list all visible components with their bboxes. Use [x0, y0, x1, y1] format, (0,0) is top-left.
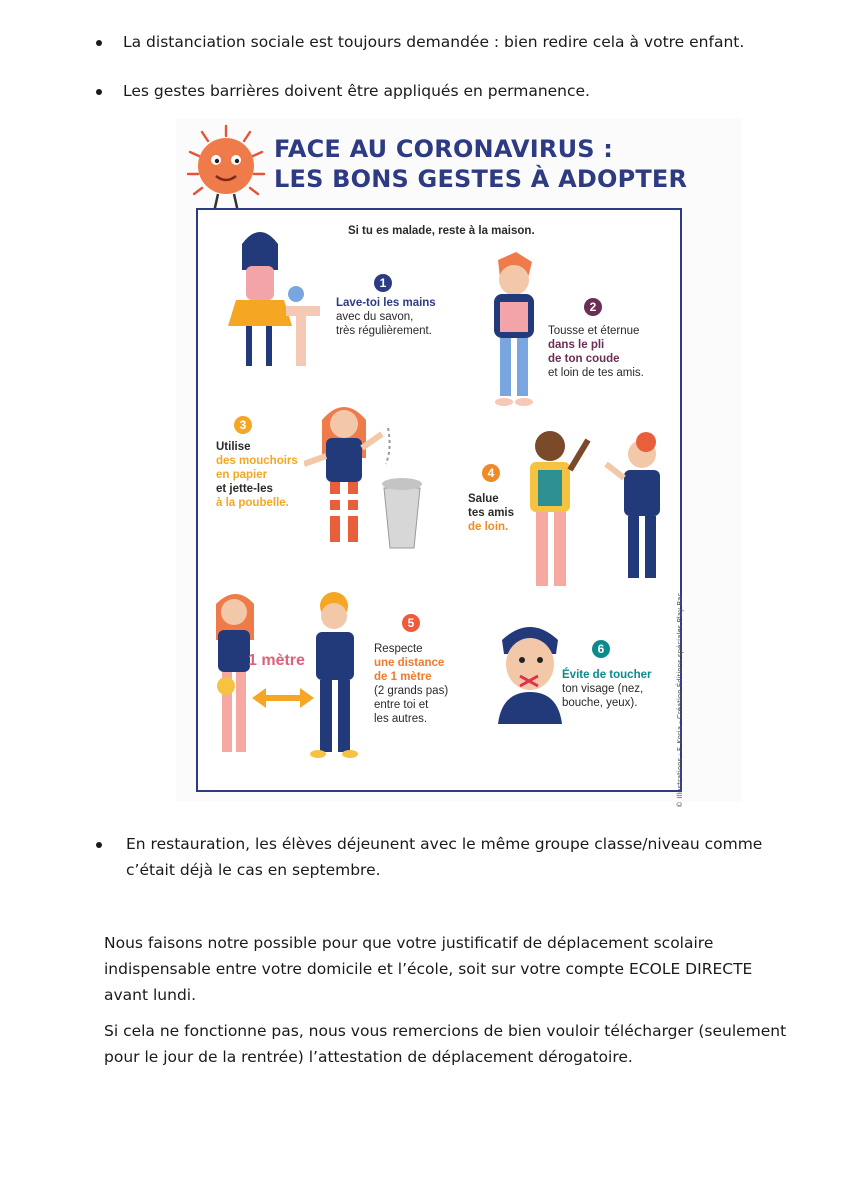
step-2-line: et loin de tes amis.	[548, 367, 644, 379]
paragraph-line: Nous faisons notre possible pour que votre justificatif de déplacement scolaire	[104, 934, 714, 952]
step-2-number: 2	[584, 298, 602, 316]
step-1-number: 1	[374, 274, 392, 292]
step-4-line: Salue	[468, 493, 499, 505]
step-2-line: dans le pli	[548, 339, 605, 351]
paragraph-line: Si cela ne fonctionne pas, nous vous remercions de bien vouloir télécharger (seulement	[104, 1022, 787, 1040]
paragraph-line: avant lundi.	[104, 986, 197, 1004]
poster-intro: Si tu es malade, reste à la maison.	[348, 225, 535, 237]
step-5-line: les autres.	[374, 713, 428, 725]
poster-frame	[196, 208, 682, 792]
bullet-dot-icon	[96, 842, 102, 848]
bullet-text: Les gestes barrières doivent être appliqués en permanence.	[123, 82, 590, 100]
step-1-line: Lave-toi les mains	[336, 297, 436, 309]
step-6-line: ton visage (nez,	[562, 683, 644, 695]
step-3-line: des mouchoirs	[216, 455, 298, 467]
step-5-line: entre toi et	[374, 699, 429, 711]
step-6-number: 6	[592, 640, 610, 658]
step-4-line: tes amis	[468, 507, 515, 519]
illustration-credit: © Illustrations : F. Koria - Création Éditions spéciales Play Bac	[676, 592, 684, 808]
step-3-line: à la poubelle.	[216, 497, 289, 509]
illustration-waving	[516, 424, 676, 604]
step-5-line: (2 grands pas)	[374, 685, 449, 697]
step-1-line: très régulièrement.	[336, 325, 432, 337]
step-2-text	[548, 324, 644, 380]
bullet-text: La distanciation sociale est toujours demandée : bien redire cela à votre enfant.	[123, 33, 745, 51]
step-4-text	[468, 492, 514, 534]
paragraph-attestation	[104, 1018, 804, 1070]
coronavirus-poster	[176, 118, 742, 808]
bullet-text	[126, 831, 806, 883]
step-3-number: 3	[234, 416, 252, 434]
step-3-line: Utilise	[216, 441, 251, 453]
illustration-tissue-bin	[304, 398, 428, 558]
step-3-line: et jette-les	[216, 483, 273, 495]
poster-title-line: FACE AU CORONAVIRUS :	[274, 135, 614, 163]
double-arrow-icon	[252, 688, 314, 708]
step-2-line: Tousse et éternue	[548, 325, 640, 337]
step-4-line: de loin.	[468, 521, 509, 533]
poster-title-line: LES BONS GESTES À ADOPTER	[274, 165, 688, 193]
illustration-face-touch	[494, 620, 566, 724]
step-6-line: Évite de toucher	[562, 669, 652, 681]
bullet-dot-icon	[96, 89, 102, 95]
step-1-line: avec du savon,	[336, 311, 414, 323]
step-6-line: bouche, yeux).	[562, 697, 638, 709]
coronavirus-mascot-icon	[184, 122, 270, 214]
step-3-text	[216, 440, 298, 510]
step-6-text	[562, 668, 651, 710]
step-3-line: en papier	[216, 469, 268, 481]
bullet-text-line: En restauration, les élèves déjeunent avec le même groupe classe/niveau comme	[126, 835, 763, 853]
poster-title	[274, 134, 687, 194]
paragraph-line: pour le jour de la rentrée) l’attestation de déplacement dérogatoire.	[104, 1048, 633, 1066]
illustration-hand-washing	[212, 220, 322, 380]
step-5-number: 5	[402, 614, 420, 632]
step-5-line: une distance	[374, 657, 445, 669]
step-5-text	[374, 642, 448, 726]
bullet-text-line: c’était déjà le cas en septembre.	[126, 861, 381, 879]
bullet-dot-icon	[96, 40, 102, 46]
paragraph-justificatif	[104, 930, 804, 1008]
illustration-distance	[208, 590, 372, 770]
illustration-sneezing	[474, 252, 552, 414]
step-2-line: de ton coude	[548, 353, 620, 365]
step-5-line: de 1 mètre	[374, 671, 432, 683]
step-1-text	[336, 296, 436, 338]
paragraph-line: indispensable entre votre domicile et l’école, soit sur votre compte ECOLE DIRECTE	[104, 960, 753, 978]
step-4-number: 4	[482, 464, 500, 482]
distance-label: 1 mètre	[248, 652, 305, 669]
step-5-line: Respecte	[374, 643, 423, 655]
